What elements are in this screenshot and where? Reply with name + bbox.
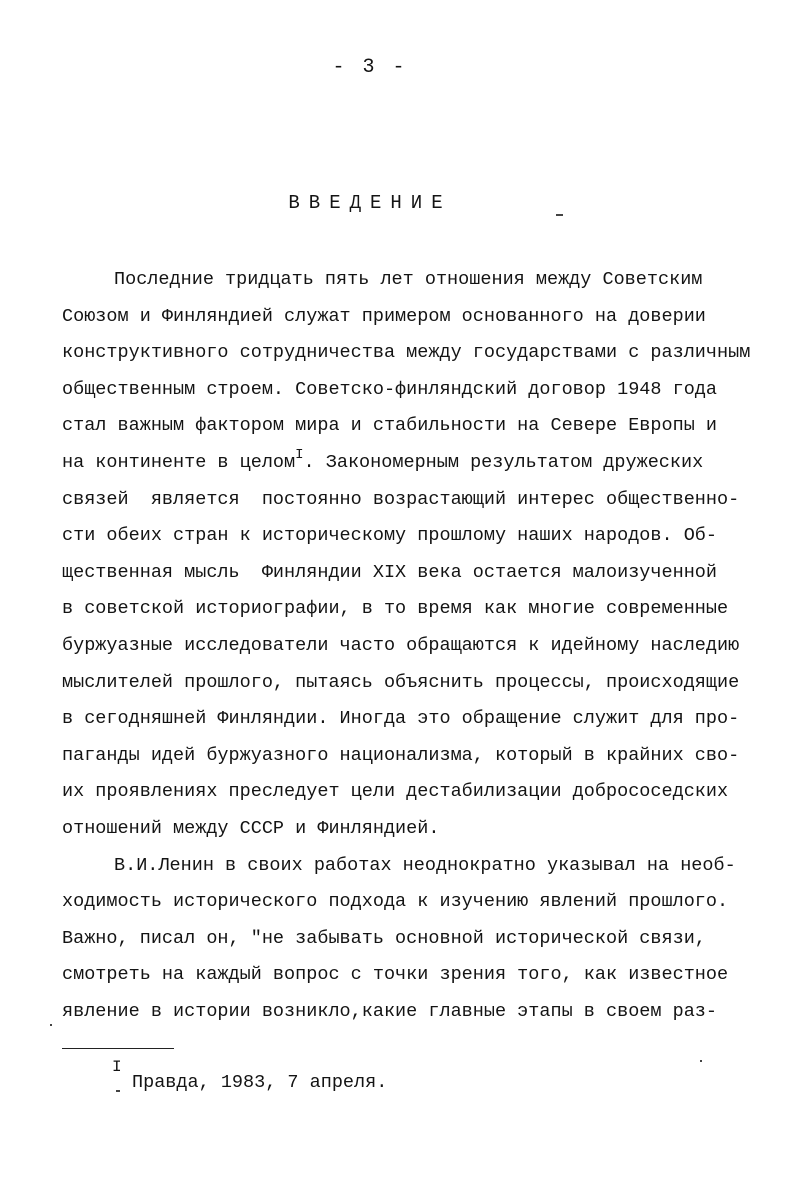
text-line: явление в истории возникло,какие главные этапы в своем раз-	[62, 1000, 718, 1022]
scan-speck	[50, 1024, 52, 1026]
text-line: щественная мысль Финляндии XIX века остается малоизученной	[62, 561, 718, 583]
footnote-mark: I	[112, 1058, 122, 1076]
text-fragment: на континенте в целом	[62, 451, 296, 473]
text-line: их проявлениях преследует цели дестабилизации добрососедских	[62, 781, 729, 803]
text-line: в сегодняшней Финляндии. Иногда это обращение служит для про-	[62, 708, 740, 730]
text-line-with-footnote	[62, 445, 752, 482]
text-line: буржуазные исследователи часто обращаются к идейному наследию	[62, 634, 740, 656]
text-line: ходимость исторического подхода к изучению явлений прошлого.	[62, 891, 729, 913]
scan-speck	[116, 1090, 120, 1092]
page-number: - 3 -	[332, 56, 408, 79]
text-line: мыслителей прошлого, пытаясь объяснить процессы, происходящие	[62, 671, 740, 693]
text-line: В.И.Ленин в своих работах неоднократно указывал на необ-	[114, 854, 736, 876]
body-text	[62, 262, 752, 1030]
footnote-divider	[62, 1048, 174, 1049]
footnote-text: Правда, 1983, 7 апреля.	[132, 1072, 388, 1093]
text-line: Последние тридцать пять лет отношения между Советским	[114, 269, 703, 290]
text-line: смотреть на каждый вопрос с точки зрения того, как известное	[62, 964, 729, 986]
text-line: сти обеих стран к историческому прошлому наших народов. Об-	[62, 525, 718, 547]
text-line: связей является постоянно возрастающий интерес общественно-	[62, 488, 740, 510]
text-line: Важно, писал он, "не забывать основной исторической связи,	[62, 927, 706, 949]
text-line: общественным строем. Советско-финляндский договор 1948 года	[62, 378, 718, 400]
text-line: стал важным фактором мира и стабильности на Севере Европы и	[62, 415, 718, 437]
section-heading: ВВЕДЕНИЕ	[288, 192, 452, 214]
text-line: конструктивного сотрудничества между государствами с различным	[62, 342, 751, 364]
text-line: паганды идей буржуазного национализма, который в крайних сво-	[62, 744, 740, 766]
footnote-reference: I	[295, 446, 304, 463]
text-line: отношений между СССР и Финляндией.	[62, 817, 440, 839]
text-line: Союзом и Финляндией служат примером основанного на доверии	[62, 305, 706, 327]
text-fragment: . Закономерным результатом дружеских	[303, 451, 704, 473]
text-line: в советской историографии, в то время как многие современные	[62, 598, 729, 620]
scan-speck	[556, 214, 563, 216]
scan-speck	[700, 1060, 702, 1062]
